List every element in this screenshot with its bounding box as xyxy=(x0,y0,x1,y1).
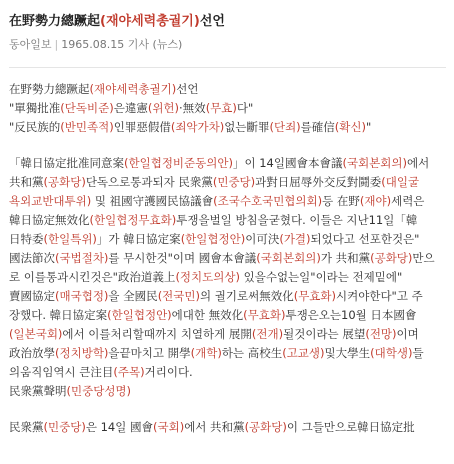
body-line xyxy=(9,287,446,306)
text-run: 이可決 xyxy=(245,232,280,246)
korean-gloss: (한일협정안) xyxy=(180,232,246,246)
korean-gloss: (정치방학) xyxy=(55,346,109,360)
korean-gloss: (단독비준) xyxy=(60,101,114,115)
text-run: 이 그들만으로韓日協定批 xyxy=(286,420,415,434)
body-line xyxy=(9,154,446,173)
text-run: 될것이라는 展望 xyxy=(283,327,366,341)
paragraph-1 xyxy=(9,154,446,401)
text-run: 및大學生 xyxy=(324,346,371,360)
korean-gloss: (가결) xyxy=(279,232,311,246)
text-run: 國法節次 xyxy=(9,251,55,265)
body-line xyxy=(9,382,446,401)
text-run: 의움직임역시 큰注目 xyxy=(9,365,114,379)
text-run: 은 14일 國會 xyxy=(85,420,153,434)
article-meta xyxy=(9,37,446,53)
paragraph-2 xyxy=(9,418,446,437)
text-run: 등 在野 xyxy=(322,194,360,208)
text-run: 및 祖國守護國民協議會 xyxy=(91,194,214,208)
korean-gloss: (한일협정무효화) xyxy=(89,213,177,227)
korean-gloss: (재야) xyxy=(359,194,392,208)
subhead-line xyxy=(9,118,446,137)
korean-gloss: (대일굴 xyxy=(381,175,420,189)
text-run: 장했다. 韓日協定案 xyxy=(9,308,108,322)
text-run: 은違憲 xyxy=(113,101,148,115)
meta-separator: | xyxy=(54,38,59,51)
title-hanja: 在野勢力總蹶起 xyxy=(9,14,101,29)
text-run: 韓日協定無效化 xyxy=(9,213,90,227)
korean-gloss: (정치도의상) xyxy=(175,270,240,284)
bottom-fade xyxy=(0,450,454,464)
heading-hanja: 在野勢力總蹶起 xyxy=(9,82,90,96)
text-run: 되었다고 선포한것은" xyxy=(310,232,420,246)
korean-gloss: (공화당) xyxy=(370,251,413,265)
heading-suffix: 선언 xyxy=(176,82,199,96)
text-run: 을끝마치고 開學 xyxy=(108,346,191,360)
divider xyxy=(9,67,446,68)
body-line xyxy=(9,325,446,344)
text-run: 賣國協定 xyxy=(9,289,55,303)
korean-gloss: (위헌) xyxy=(147,101,180,115)
text-run: 들 xyxy=(412,346,424,360)
korean-gloss: (무효) xyxy=(205,101,237,115)
text-run: 民衆黨 xyxy=(9,420,44,434)
text-run: 에서 共和黨 xyxy=(184,420,245,434)
korean-gloss: (민중당) xyxy=(43,420,86,434)
text-run: 」가 韓日協定案 xyxy=(96,232,181,246)
korean-gloss: (한일협정비준동의안) xyxy=(124,156,233,170)
body-line xyxy=(9,344,446,363)
text-run: 로 이를통과시킨것은"政治道義上 xyxy=(9,270,176,284)
korean-gloss: (반민족적) xyxy=(60,120,114,134)
korean-gloss: (죄악가차) xyxy=(170,120,225,134)
article-body xyxy=(9,80,446,437)
publish-date: 1965.08.15 xyxy=(61,38,125,51)
text-run: 단독으로통과되자 民衆黨 xyxy=(85,175,213,189)
korean-gloss: (확신) xyxy=(334,120,366,134)
korean-gloss: (일본국회) xyxy=(9,327,63,341)
text-run: 日特委 xyxy=(9,232,44,246)
text-run: 에서 이를처리할때까지 치열하게 展開 xyxy=(62,327,252,341)
korean-gloss: (공화당) xyxy=(43,175,86,189)
source-name: 동아일보 xyxy=(9,38,52,51)
article-heading xyxy=(9,80,446,99)
text-run: 共和黨 xyxy=(9,175,44,189)
article-heading-block xyxy=(9,80,446,137)
body-line xyxy=(9,306,446,325)
korean-gloss: (민중당성명) xyxy=(66,384,132,398)
korean-gloss: (한일특위) xyxy=(43,232,97,246)
text-run: 을 全國民 xyxy=(108,289,158,303)
body-line xyxy=(9,211,446,230)
text-run: 가 共和黨 xyxy=(320,251,371,265)
text-run: ·無效 xyxy=(179,101,206,115)
korean-gloss: (무효화) xyxy=(243,308,286,322)
korean-gloss: (전개) xyxy=(251,327,284,341)
body-line xyxy=(9,192,446,211)
text-run: 투쟁은오는10월 日本國會 xyxy=(285,308,417,322)
korean-gloss: (한일협정안) xyxy=(107,308,172,322)
korean-gloss: (조국수호국민협의회) xyxy=(213,194,323,208)
text-run: 에서 xyxy=(407,156,430,170)
korean-gloss: (국법절차) xyxy=(55,251,109,265)
korean-gloss: (전망) xyxy=(365,327,397,341)
text-run: 「韓日協定批准同意案 xyxy=(9,156,124,170)
korean-gloss: (국회본회의) xyxy=(342,156,407,170)
text-run: 세력은 xyxy=(391,194,425,208)
subheads xyxy=(9,99,446,137)
korean-gloss: (무효화) xyxy=(293,289,337,303)
korean-gloss: (고교생) xyxy=(282,346,325,360)
text-run: 만으 xyxy=(412,251,435,265)
korean-gloss: (공화당) xyxy=(244,420,287,434)
body-line xyxy=(9,230,446,249)
text-run: 없는斷罪 xyxy=(224,120,270,134)
body-line xyxy=(9,173,446,192)
text-run: 의 궐기로써無效化 xyxy=(200,289,294,303)
text-run: 에대한 無效化 xyxy=(171,308,244,322)
text-run: 있을수없는일"이라는 전제밑에" xyxy=(239,270,403,284)
text-run: 이며 xyxy=(396,327,419,341)
text-run: 를 무시한것"이며 國會本會議 xyxy=(108,251,257,265)
text-run: " xyxy=(365,120,372,134)
title-korean: (재야세력총궐기) xyxy=(100,14,200,29)
korean-gloss: (국회) xyxy=(152,420,185,434)
body-line xyxy=(9,268,446,287)
heading-korean: (재야세력총궐기) xyxy=(89,82,177,96)
subhead-line xyxy=(9,99,446,118)
text-run: 투쟁을벌일 방침을굳혔다. 이들은 지난11일「韓 xyxy=(176,213,418,227)
korean-gloss: (전국민) xyxy=(157,289,200,303)
text-run: 다" xyxy=(236,101,254,115)
body-line xyxy=(9,363,446,382)
article-category: 기사 (뉴스) xyxy=(127,38,183,51)
text-run: 인罪惡假借 xyxy=(113,120,171,134)
korean-gloss: (단죄) xyxy=(269,120,301,134)
body-line xyxy=(9,249,446,268)
text-run: 民衆黨聲明 xyxy=(9,384,67,398)
text-run: 시켜야한다"고 주 xyxy=(336,289,423,303)
korean-gloss: (주목) xyxy=(113,365,145,379)
korean-gloss: 욕외교반대투위) xyxy=(9,194,92,208)
korean-gloss: (개학) xyxy=(190,346,222,360)
text-run: 를確信 xyxy=(300,120,335,134)
text-run: 하는 高校生 xyxy=(221,346,283,360)
text-run: 과對日屈辱外交反對鬪委 xyxy=(255,175,382,189)
text-run: 」이 14일國會本會議 xyxy=(232,156,343,170)
text-run: 政治放學 xyxy=(9,346,55,360)
korean-gloss: (대학생) xyxy=(370,346,413,360)
body-line xyxy=(9,418,446,437)
korean-gloss: (국회본회의) xyxy=(256,251,321,265)
title-suffix: 선언 xyxy=(199,14,225,29)
text-run: 거리이다. xyxy=(144,365,193,379)
korean-gloss: (매국협정) xyxy=(55,289,109,303)
text-run: "單獨批准 xyxy=(9,101,61,115)
text-run: "反民族的 xyxy=(9,120,61,134)
article-title xyxy=(9,0,446,32)
korean-gloss: (민중당) xyxy=(212,175,256,189)
